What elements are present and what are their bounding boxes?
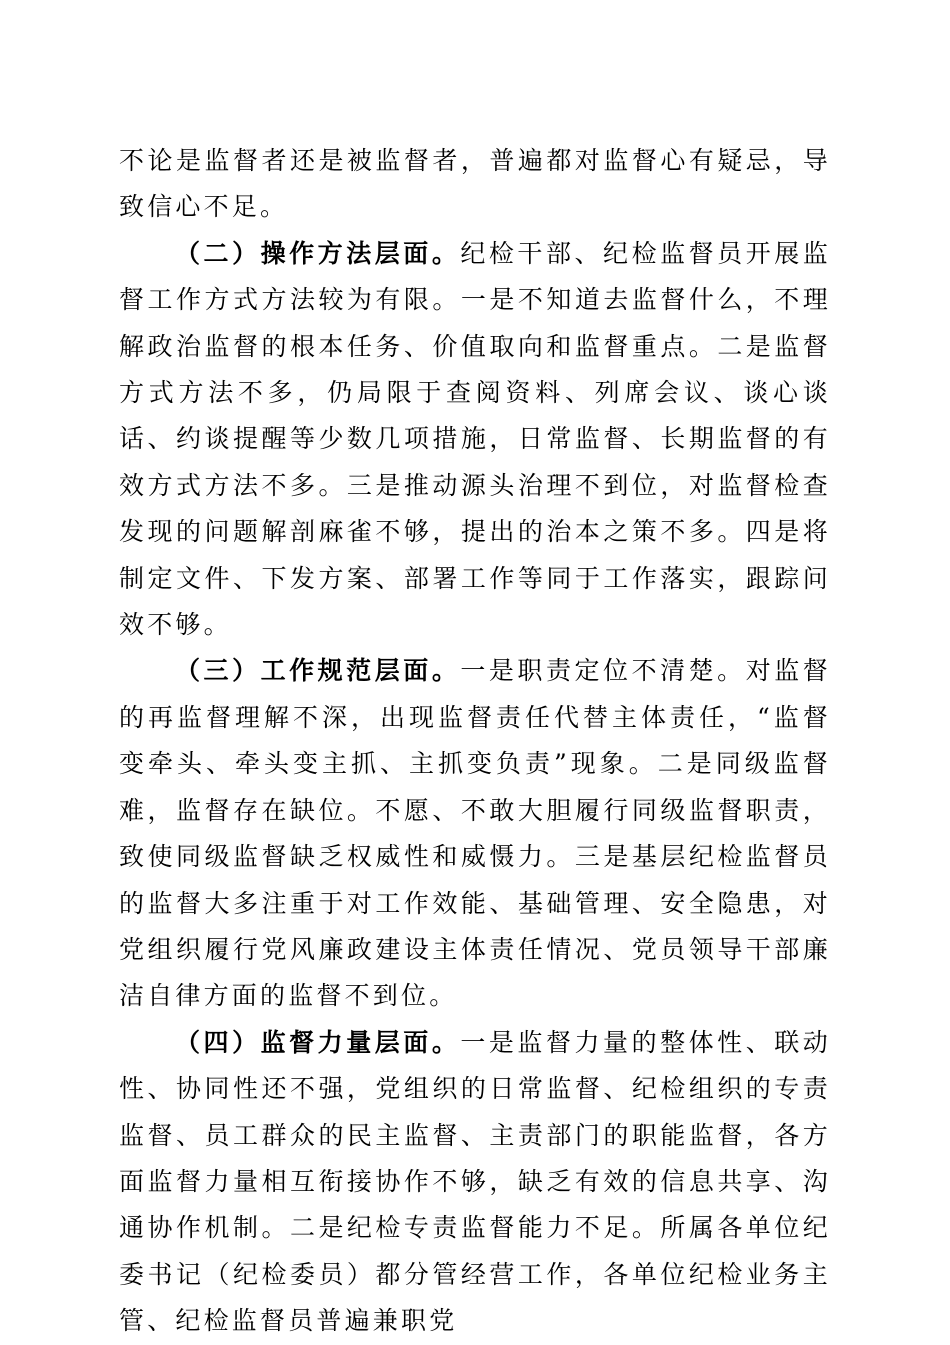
paragraph-continuation bbox=[119, 138, 831, 231]
paragraph-operation-methods bbox=[119, 231, 831, 649]
paragraph-work-norms bbox=[119, 648, 831, 1019]
paragraph-3-heading: （三）工作规范层面。 bbox=[175, 656, 461, 686]
paragraph-2-text: 纪检干部、纪检监督员开展监督工作方式方法较为有限。一是不知道去监督什么，不理解政治监督的根本任务、价值取向和监督重点。二是监督方式方法不多，仍局限于查阅资料、列席会议、谈心谈话、约谈提醒等少数几项措施，日常监督、长期监督的有效方式方法不多。三是推动源头治理不到位，对监督检查发现的问题解剖麻雀不够，提出的治本之策不多。四是将制定文件、下发方案、部署工作等同于工作落实，跟踪问效不够。 bbox=[119, 238, 831, 640]
paragraph-supervision-strength bbox=[119, 1020, 831, 1345]
paragraph-4-text: 一是监督力量的整体性、联动性、协同性还不强，党组织的日常监督、纪检组织的专责监督、员工群众的民主监督、主责部门的职能监督，各方面监督力量相互衔接协作不够，缺乏有效的信息共享、沟通协作机制。二是纪检专责监督能力不足。所属各单位纪委书记（纪检委员）都分管经营工作，各单位纪检业务主管、纪检监督员普遍兼职党 bbox=[119, 1027, 831, 1336]
paragraph-1-text: 不论是监督者还是被监督者，普遍都对监督心有疑忌，导致信心不足。 bbox=[119, 146, 831, 222]
paragraph-2-heading: （二）操作方法层面。 bbox=[175, 238, 461, 268]
paragraph-4-heading: （四）监督力量层面。 bbox=[175, 1027, 461, 1057]
paragraph-3-text: 一是职责定位不清楚。对监督的再监督理解不深，出现监督责任代替主体责任，“监督变牵头、牵头变主抓、主抓变负责”现象。二是同级监督难，监督存在缺位。不愿、不敢大胆履行同级监督职责，致使同级监督缺乏权威性和威慑力。三是基层纪检监督员的监督大多注重于对工作效能、基础管理、安全隐患，对党组织履行党风廉政建设主体责任情况、党员领导干部廉洁自律方面的监督不到位。 bbox=[119, 656, 831, 1011]
document-page bbox=[119, 138, 831, 1345]
